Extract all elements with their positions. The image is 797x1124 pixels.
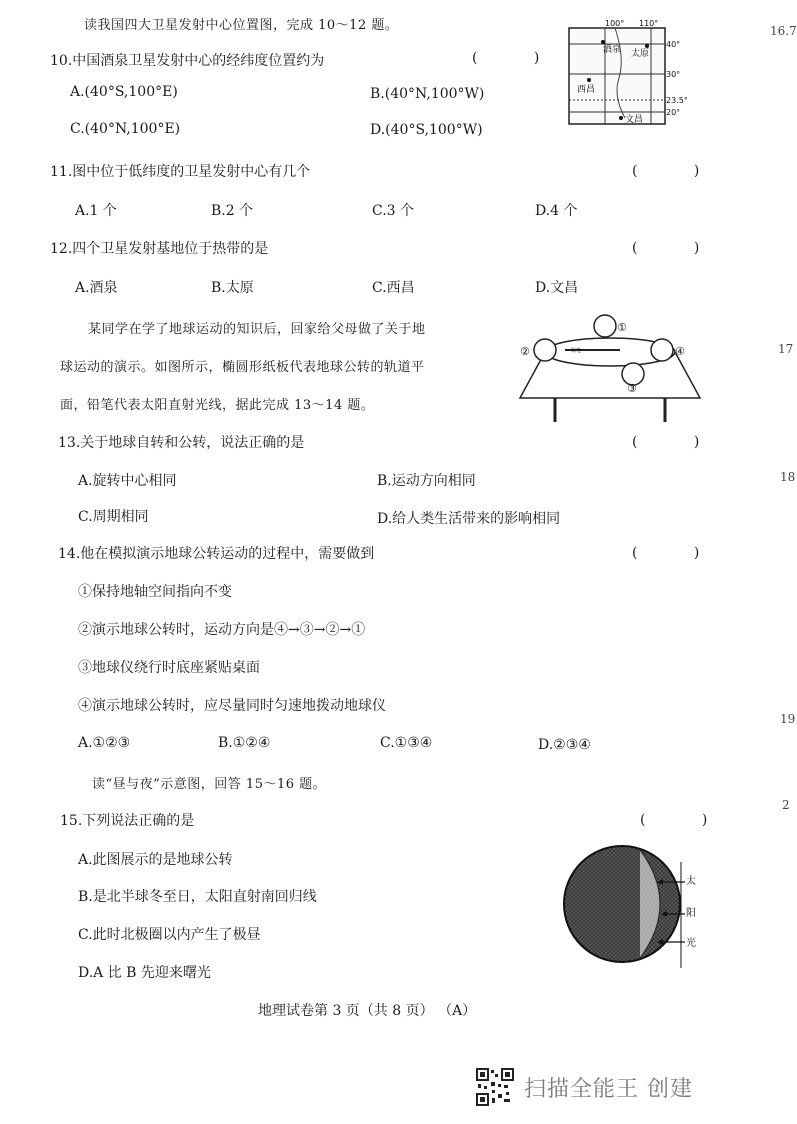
day-night-diagram: [555, 842, 715, 972]
edge-fragment-4: 19: [780, 712, 796, 726]
sunlight-label-2: 阳: [686, 908, 696, 919]
question-10-option-d: D.(40°S,100°W): [370, 122, 483, 138]
map-lat-40: 40°: [666, 40, 681, 49]
question-15-option-d: D.A 比 B 先迎来曙光: [78, 965, 211, 981]
orbit-position-4: ④: [675, 345, 685, 358]
intro-q13-14-line-2: 球运动的演示。如图所示，椭圆形纸板代表地球公转的轨道平: [60, 360, 425, 375]
sunlight-label-3: 光: [686, 938, 696, 949]
orbit-position-2: ②: [520, 345, 530, 358]
map-lat-30: 30°: [666, 70, 681, 79]
question-10-answer-paren: ( ): [472, 50, 566, 66]
question-14-option-a: A.①②③: [78, 735, 131, 751]
question-11-answer-paren: ( ): [632, 163, 726, 179]
question-11-stem: 11.图中位于低纬度的卫星发射中心有几个: [50, 164, 311, 180]
question-13-option-c: C.周期相同: [78, 509, 149, 525]
scanner-watermark: 扫描全能王 创建: [524, 1077, 693, 1102]
question-10-option-b: B.(40°N,100°W): [370, 86, 485, 102]
question-13-answer-paren: ( ): [632, 434, 726, 450]
map-lat-20: 20°: [666, 108, 681, 117]
map-label-taiyuan: 太原: [631, 49, 650, 59]
orbit-position-3: ③: [627, 382, 637, 395]
question-13-option-a: A.旋转中心相同: [78, 473, 177, 489]
question-12-option-c: C.西昌: [372, 280, 415, 296]
map-lon-100: 100°: [605, 19, 625, 28]
question-12-option-d: D.文昌: [535, 280, 579, 296]
question-12-option-a: A.酒泉: [75, 280, 118, 296]
question-14-statement-2: ②演示地球公转时，运动方向是④→③→②→①: [78, 622, 366, 638]
question-10-option-a: A.(40°S,100°E): [70, 84, 178, 100]
orbit-demo-diagram: [515, 310, 700, 430]
question-12-option-b: B.太原: [211, 280, 254, 296]
question-11-option-c: C.3 个: [372, 203, 415, 219]
question-14-answer-paren: ( ): [632, 545, 726, 561]
question-15-answer-paren: ( ): [640, 812, 734, 828]
question-13-option-b: B.运动方向相同: [377, 473, 476, 489]
intro-q13-14-line-1: 某同学在学了地球运动的知识后，回家给父母做了关于地: [88, 322, 426, 337]
pencil-label: 铅笔: [571, 348, 582, 354]
question-14-option-d: D.②③④: [538, 737, 591, 753]
qr-code-icon: [476, 1068, 514, 1106]
question-14-stem: 14.他在模拟演示地球公转运动的过程中，需要做到: [58, 546, 375, 562]
edge-fragment-5: 2: [782, 798, 790, 812]
map-label-wenchang: 文昌: [625, 115, 644, 125]
question-10-stem: 10.中国酒泉卫星发射中心的经纬度位置约为: [50, 53, 325, 69]
intro-q13-14-line-3: 面，铅笔代表太阳直射光线，据此完成 13～14 题。: [60, 398, 375, 413]
question-15-option-b: B.是北半球冬至日，太阳直射南回归线: [78, 889, 317, 905]
question-15-option-c: C.此时北极圈以内产生了极昼: [78, 927, 261, 943]
map-label-jiuquan: 酒泉: [603, 45, 622, 55]
question-14-statement-4: ④演示地球公转时，应尽量同时匀速地拨动地球仪: [78, 698, 386, 714]
question-11-option-a: A.1 个: [75, 203, 117, 219]
page-footer: 地理试卷第 3 页（共 8 页） （A）: [258, 1003, 477, 1019]
question-14-statement-1: ①保持地轴空间指向不变: [78, 584, 232, 600]
intro-q10-12: 读我国四大卫星发射中心位置图，完成 10～12 题。: [84, 18, 399, 33]
edge-fragment-3: 18: [780, 470, 796, 484]
launch-center-map: [555, 18, 688, 133]
question-14-option-c: C.①③④: [380, 735, 433, 751]
question-14-option-b: B.①②④: [218, 735, 271, 751]
question-11-option-d: D.4 个: [535, 203, 578, 219]
edge-fragment-1: 16.7: [770, 24, 797, 38]
question-10-option-c: C.(40°N,100°E): [70, 121, 181, 137]
edge-fragment-2: 17: [778, 342, 794, 356]
question-12-stem: 12.四个卫星发射基地位于热带的是: [50, 241, 269, 257]
question-15-option-a: A.此图展示的是地球公转: [78, 852, 233, 868]
question-13-option-d: D.给人类生活带来的影响相同: [377, 511, 561, 527]
question-15-stem: 15.下列说法正确的是: [60, 813, 195, 829]
map-label-xichang: 西昌: [577, 85, 596, 95]
sunlight-label-1: 太: [686, 876, 696, 887]
orbit-position-1: ①: [617, 321, 627, 334]
question-11-option-b: B.2 个: [211, 203, 254, 219]
question-12-answer-paren: ( ): [632, 240, 726, 256]
question-14-statement-3: ③地球仪绕行时底座紧贴桌面: [78, 660, 260, 676]
map-lon-110: 110°: [639, 19, 659, 28]
map-lat-23-5: 23.5°: [666, 96, 688, 105]
intro-q15-16: 读“昼与夜”示意图，回答 15～16 题。: [92, 777, 327, 792]
question-13-stem: 13.关于地球自转和公转，说法正确的是: [58, 435, 305, 451]
